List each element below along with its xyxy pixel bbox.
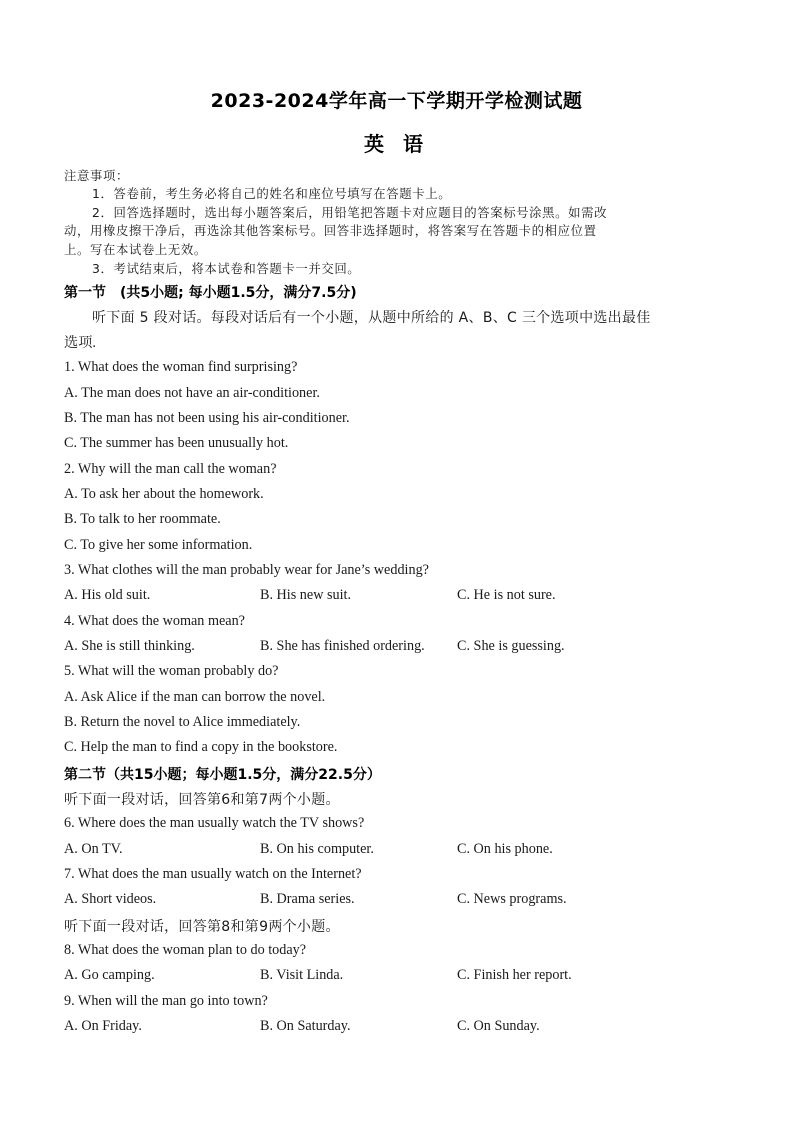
section-1-instruction-line-2: 选项. <box>64 335 96 351</box>
question-6-option-a: A. On TV. <box>64 841 123 857</box>
subject-title: 英 语 <box>364 132 429 156</box>
question-3-option-b: B. His new suit. <box>260 587 352 603</box>
question-3-option-a: A. His old suit. <box>64 587 151 603</box>
question-9-option-c: C. On Sunday. <box>457 1018 540 1034</box>
question-7-option-c: C. News programs. <box>457 891 567 907</box>
question-2-option-b: B. To talk to her roommate. <box>64 511 221 527</box>
question-4-option-b: B. She has finished ordering. <box>260 638 425 654</box>
question-7-stem: 7. What does the man usually watch on the Internet? <box>64 866 362 882</box>
question-4-stem: 4. What does the woman mean? <box>64 613 245 629</box>
question-4-option-a: A. She is still thinking. <box>64 638 195 654</box>
question-7-option-b: B. Drama series. <box>260 891 355 907</box>
question-5-option-b: B. Return the novel to Alice immediately. <box>64 714 301 730</box>
question-8-option-a: A. Go camping. <box>64 967 155 983</box>
question-6-option-c: C. On his phone. <box>457 841 553 857</box>
question-8-option-b: B. Visit Linda. <box>260 967 344 983</box>
question-8-stem: 8. What does the woman plan to do today? <box>64 942 307 958</box>
question-2-option-a: A. To ask her about the homework. <box>64 486 264 502</box>
question-1-option-c: C. The summer has been unusually hot. <box>64 435 289 451</box>
question-6-option-b: B. On his computer. <box>260 841 374 857</box>
question-9-option-a: A. On Friday. <box>64 1018 142 1034</box>
exam-title: 2023-2024学年高一下学期开学检测试题 <box>210 90 583 112</box>
section-1-instruction-line-1: 听下面 5 段对话。每段对话后有一个小题，从题中所给的 A、B、C 三个选项中选出最佳 <box>92 310 651 326</box>
question-4-option-c: C. She is guessing. <box>457 638 565 654</box>
notice-item-3: 3．考试结束后，将本试卷和答题卡一并交回。 <box>92 261 361 276</box>
section-1-heading: 第一节 (共5小题; 每小题1.5分，满分7.5分) <box>64 285 357 301</box>
question-3-stem: 3. What clothes will the man probably wear for Jane’s wedding? <box>64 562 429 578</box>
notice-item-2-line-1: 2．回答选择题时，选出每小题答案后，用铅笔把答题卡对应题目的答案标号涂黑。如需改 <box>92 205 608 220</box>
question-9-stem: 9. When will the man go into town? <box>64 993 268 1009</box>
question-5-stem: 5. What will the woman probably do? <box>64 663 279 679</box>
question-5-option-a: A. Ask Alice if the man can borrow the novel. <box>64 689 326 705</box>
question-9-option-b: B. On Saturday. <box>260 1018 351 1034</box>
question-1-option-a: A. The man does not have an air-conditioner. <box>64 385 320 401</box>
question-6-stem: 6. Where does the man usually watch the TV shows? <box>64 815 365 831</box>
section-2-heading: 第二节（共15小题；每小题1.5分，满分22.5分） <box>64 767 381 783</box>
question-1-option-b: B. The man has not been using his air-conditioner. <box>64 410 350 426</box>
notice-item-2-line-3: 上。写在本试卷上无效。 <box>64 242 207 257</box>
question-3-option-c: C. He is not sure. <box>457 587 556 603</box>
notice-item-1: 1．答卷前，考生务必将自己的姓名和座位号填写在答题卡上。 <box>92 186 452 201</box>
question-7-option-a: A. Short videos. <box>64 891 157 907</box>
section-2-instruction-6-7: 听下面一段对话，回答第6和第7两个小题。 <box>64 792 340 808</box>
section-2-instruction-8-9: 听下面一段对话，回答第8和第9两个小题。 <box>64 919 340 935</box>
question-8-option-c: C. Finish her report. <box>457 967 572 983</box>
question-5-option-c: C. Help the man to find a copy in the bookstore. <box>64 739 338 755</box>
question-2-option-c: C. To give her some information. <box>64 537 253 553</box>
notice-item-2-line-2: 动，用橡皮擦干净后，再选涂其他答案标号。回答非选择题时，将答案写在答题卡的相应位置 <box>64 223 597 238</box>
notice-heading: 注意事项： <box>64 168 129 183</box>
question-2-stem: 2. Why will the man call the woman? <box>64 461 277 477</box>
question-1-stem: 1. What does the woman find surprising? <box>64 359 298 375</box>
